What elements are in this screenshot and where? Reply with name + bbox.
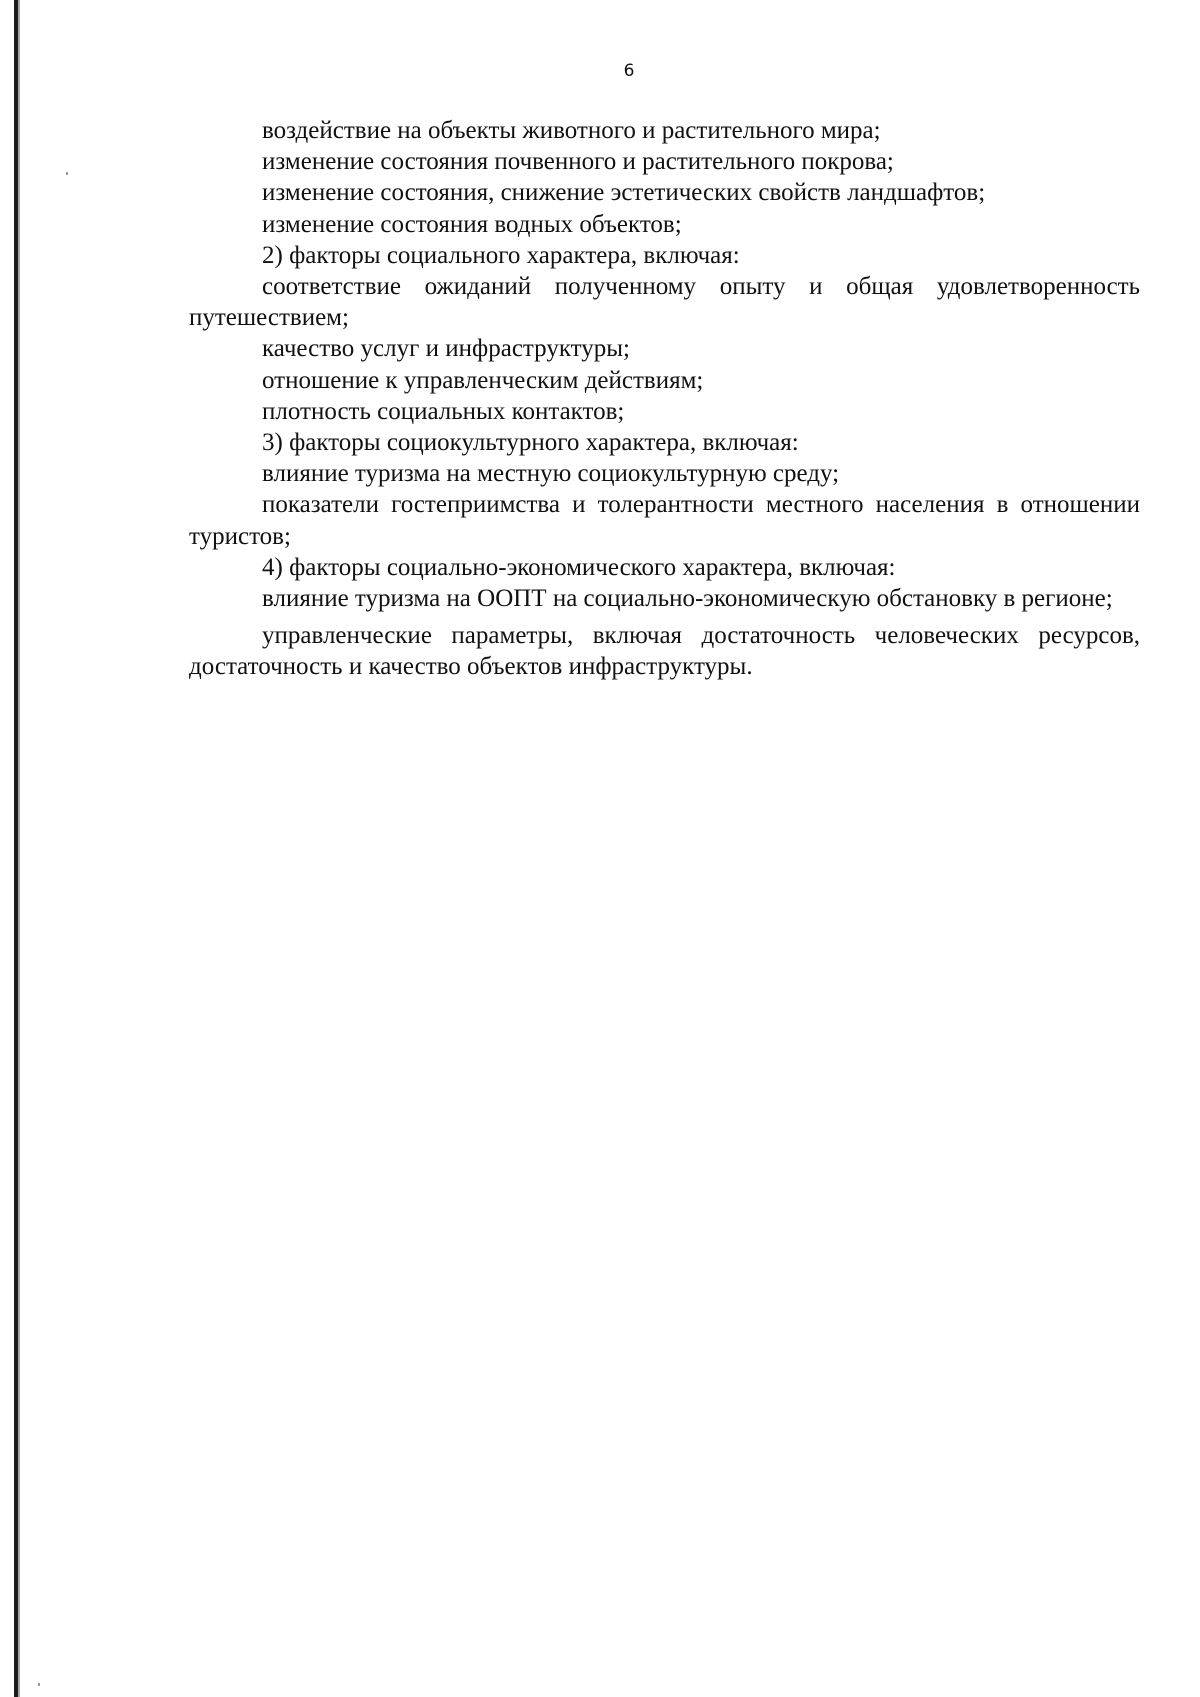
- page-number: 6: [623, 61, 635, 81]
- list-heading-socioeconomic-factors: 4) факторы социально-экономического характера, включая:: [262, 553, 896, 581]
- list-heading-sociocultural-factors: 3) факторы социокультурного характера, включая:: [262, 429, 799, 457]
- paragraph-impact-fauna-flora: воздействие на объекты животного и растительного мира;: [262, 117, 881, 144]
- scan-binding-shadow: [18, 0, 20, 1697]
- paragraph-expectations-satisfaction: соответствие ожиданий полученному опыту и общая удовлетворенность путешествием;: [189, 273, 1140, 332]
- paragraph-social-contact-density: плотность социальных контактов;: [262, 397, 625, 425]
- paragraph-landscape-aesthetics: изменение состояния, снижение эстетических свойств ландшафтов;: [262, 179, 986, 207]
- paragraph-service-quality: качество услуг и инфраструктуры;: [262, 335, 630, 363]
- paragraph-socioeconomic-influence: влияние туризма на ООПТ на социально-экономическую обстановку в регионе;: [262, 585, 1113, 613]
- scan-speck: [66, 172, 68, 175]
- document-body: [189, 115, 1140, 683]
- paragraph-water-bodies: изменение состояния водных объектов;: [262, 210, 682, 238]
- paragraph-management-parameters: управленческие параметры, включая достаточность человеческих ресурсов, достаточность и качество объектов инфраструктуры.: [189, 622, 1140, 681]
- scan-speck: [38, 1683, 40, 1686]
- paragraph-sociocultural-influence: влияние туризма на местную социокультурную среду;: [262, 460, 840, 488]
- paragraph-management-attitude: отношение к управленческим действиям;: [262, 366, 704, 394]
- list-heading-social-factors: 2) факторы социального характера, включая:: [262, 241, 740, 269]
- paragraph-soil-vegetation: изменение состояния почвенного и растительного покрова;: [262, 148, 894, 176]
- paragraph-hospitality-tolerance: показатели гостеприимства и толерантности местного населения в отношении туристов;: [189, 491, 1140, 550]
